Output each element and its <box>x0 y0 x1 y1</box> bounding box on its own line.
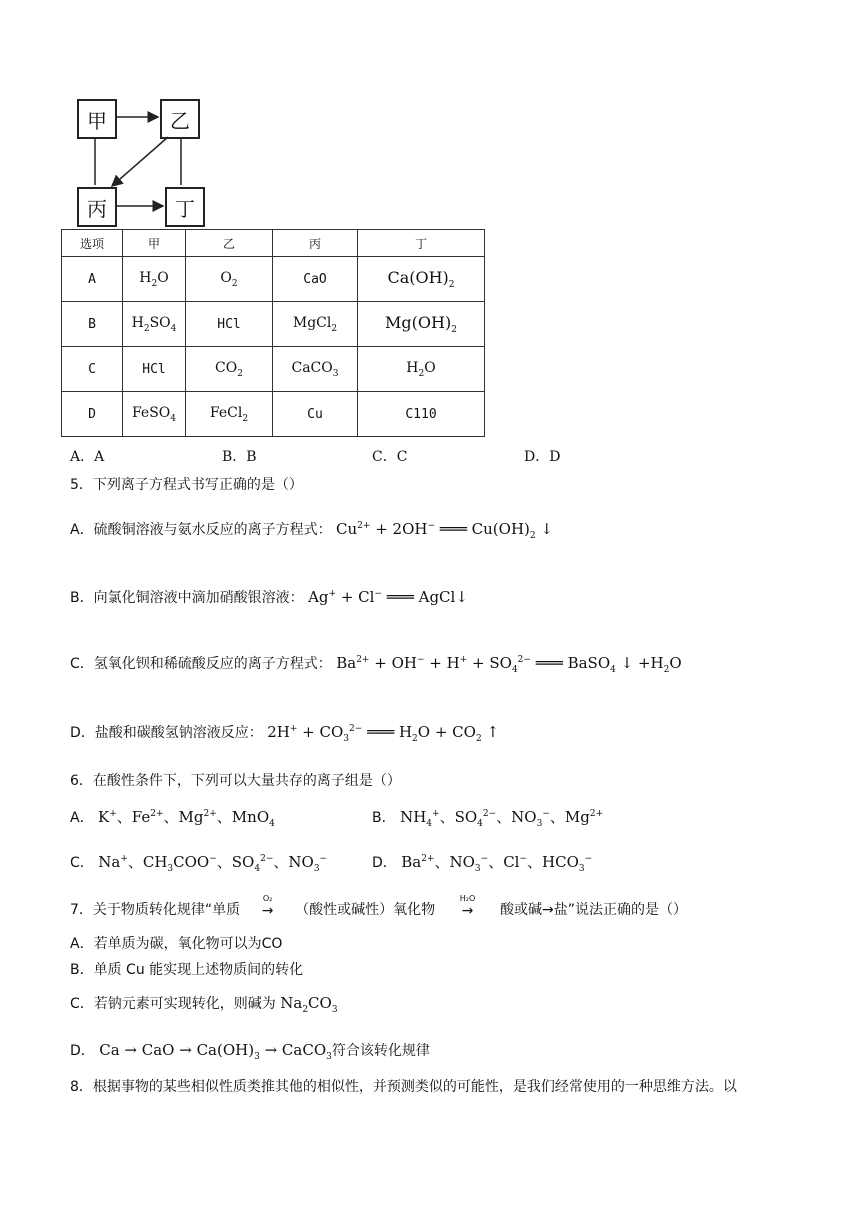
q4-answer-a: A．A <box>70 449 105 465</box>
cell-bing: CaO <box>273 257 358 302</box>
q6-option-b: B． $NH_4^+$、$SO_4^{2-}$、$NO_3^-$、$Mg^{2+}$ <box>372 808 604 829</box>
cell-option: D <box>62 392 123 437</box>
header-ding: 丁 <box>358 230 485 257</box>
q4-answer-c: C．C <box>372 449 408 465</box>
options-table <box>61 229 485 437</box>
cell-bing: Cu <box>273 392 358 437</box>
header-jia: 甲 <box>123 230 186 257</box>
cell-option: B <box>62 302 123 347</box>
q7-option-c: C．若钠元素可实现转化，则碱为 $Na_2CO_3$ <box>70 994 338 1015</box>
cell-jia: FeSO$_4$ <box>123 392 186 437</box>
cell-yi: FeCl$_2$ <box>186 392 273 437</box>
box-ding: 丁 <box>165 187 205 227</box>
cell-option: C <box>62 347 123 392</box>
cell-ding: $H_2O$ <box>358 347 485 392</box>
cell-ding: C110 <box>358 392 485 437</box>
table-row <box>62 347 485 392</box>
cell-yi: $O_2$ <box>186 257 273 302</box>
cell-yi: HCl <box>186 302 273 347</box>
q7-option-d: D． Ca → CaO → $Ca(OH)_3$ → CaCO$_3$符合该转化规律 <box>70 1041 430 1062</box>
q6-option-c: C． Na+、$CH_3COO^-$、$SO_4^{2-}$、$NO_3^-$ <box>70 853 328 874</box>
q4-answer-b: B．B <box>222 449 257 465</box>
cell-ding: $Mg(OH)_2$ <box>358 302 485 347</box>
cell-ding: $Ca(OH)_2$ <box>358 257 485 302</box>
q7-stem: 7．关于物质转化规律“单质 O₂ → （酸性或碱性）氧化物 H₂O → 酸或碱→盐”说法正确的是（） <box>70 894 687 919</box>
q7-option-a: A．若单质为碳，氧化物可以为CO <box>70 936 283 952</box>
cell-jia: HCl <box>123 347 186 392</box>
box-bing: 丙 <box>77 187 117 227</box>
q5-option-c: C．氢氧化钡和稀硫酸反应的离子方程式： $Ba^{2+} + OH^- + H^+ + SO_4^{2-}$ ═══ BaSO$_4$ ↓ $+H_2O$ <box>70 654 682 675</box>
cell-bing: MgCl$_2$ <box>273 302 358 347</box>
q5-stem: 5．下列离子方程式书写正确的是（） <box>70 477 303 493</box>
q8-stem: 8．根据事物的某些相似性质类推其他的相似性，并预测类似的可能性，是我们经常使用的一种思维方法。以 <box>70 1079 737 1095</box>
q7-option-b: B．单质 Cu 能实现上述物质间的转化 <box>70 962 304 978</box>
header-yi: 乙 <box>186 230 273 257</box>
q6-option-a: A． K+、$Fe^{2+}$、$Mg^{2+}$、MnO$_4$ <box>70 808 275 829</box>
q6-stem: 6．在酸性条件下，下列可以大量共存的离子组是（） <box>70 773 401 789</box>
header-bing: 丙 <box>273 230 358 257</box>
q4-answer-d: D．D <box>524 449 561 465</box>
cell-jia: $H_2O$ <box>123 257 186 302</box>
box-jia: 甲 <box>77 99 117 139</box>
table-row <box>62 257 485 302</box>
q5-option-a: A．硫酸铜溶液与氨水反应的离子方程式： $Cu^{2+} + 2OH^-$ ═══ $Cu(OH)_2$ ↓ <box>70 520 553 541</box>
q5-option-d: D．盐酸和碳酸氢钠溶液反应： $2H^+ + CO_3^{2-}$ ═══ $H_2O + CO_2$ ↑ <box>70 723 500 744</box>
q6-option-d: D． $Ba^{2+}$、$NO_3^-$、Cl−、$HCO_3^-$ <box>372 853 593 874</box>
table-row <box>62 392 485 437</box>
cell-option: A <box>62 257 123 302</box>
cell-bing: CaCO$_3$ <box>273 347 358 392</box>
cell-yi: $CO_2$ <box>186 347 273 392</box>
cell-jia: $H_2SO_4$ <box>123 302 186 347</box>
header-option: 选项 <box>62 230 123 257</box>
diagram-arrows <box>0 0 260 240</box>
box-yi: 乙 <box>160 99 200 139</box>
q5-option-b: B．向氯化铜溶液中滴加硝酸银溶液： Ag+ + Cl− ═══ AgCl↓ <box>70 588 468 606</box>
table-row <box>62 302 485 347</box>
